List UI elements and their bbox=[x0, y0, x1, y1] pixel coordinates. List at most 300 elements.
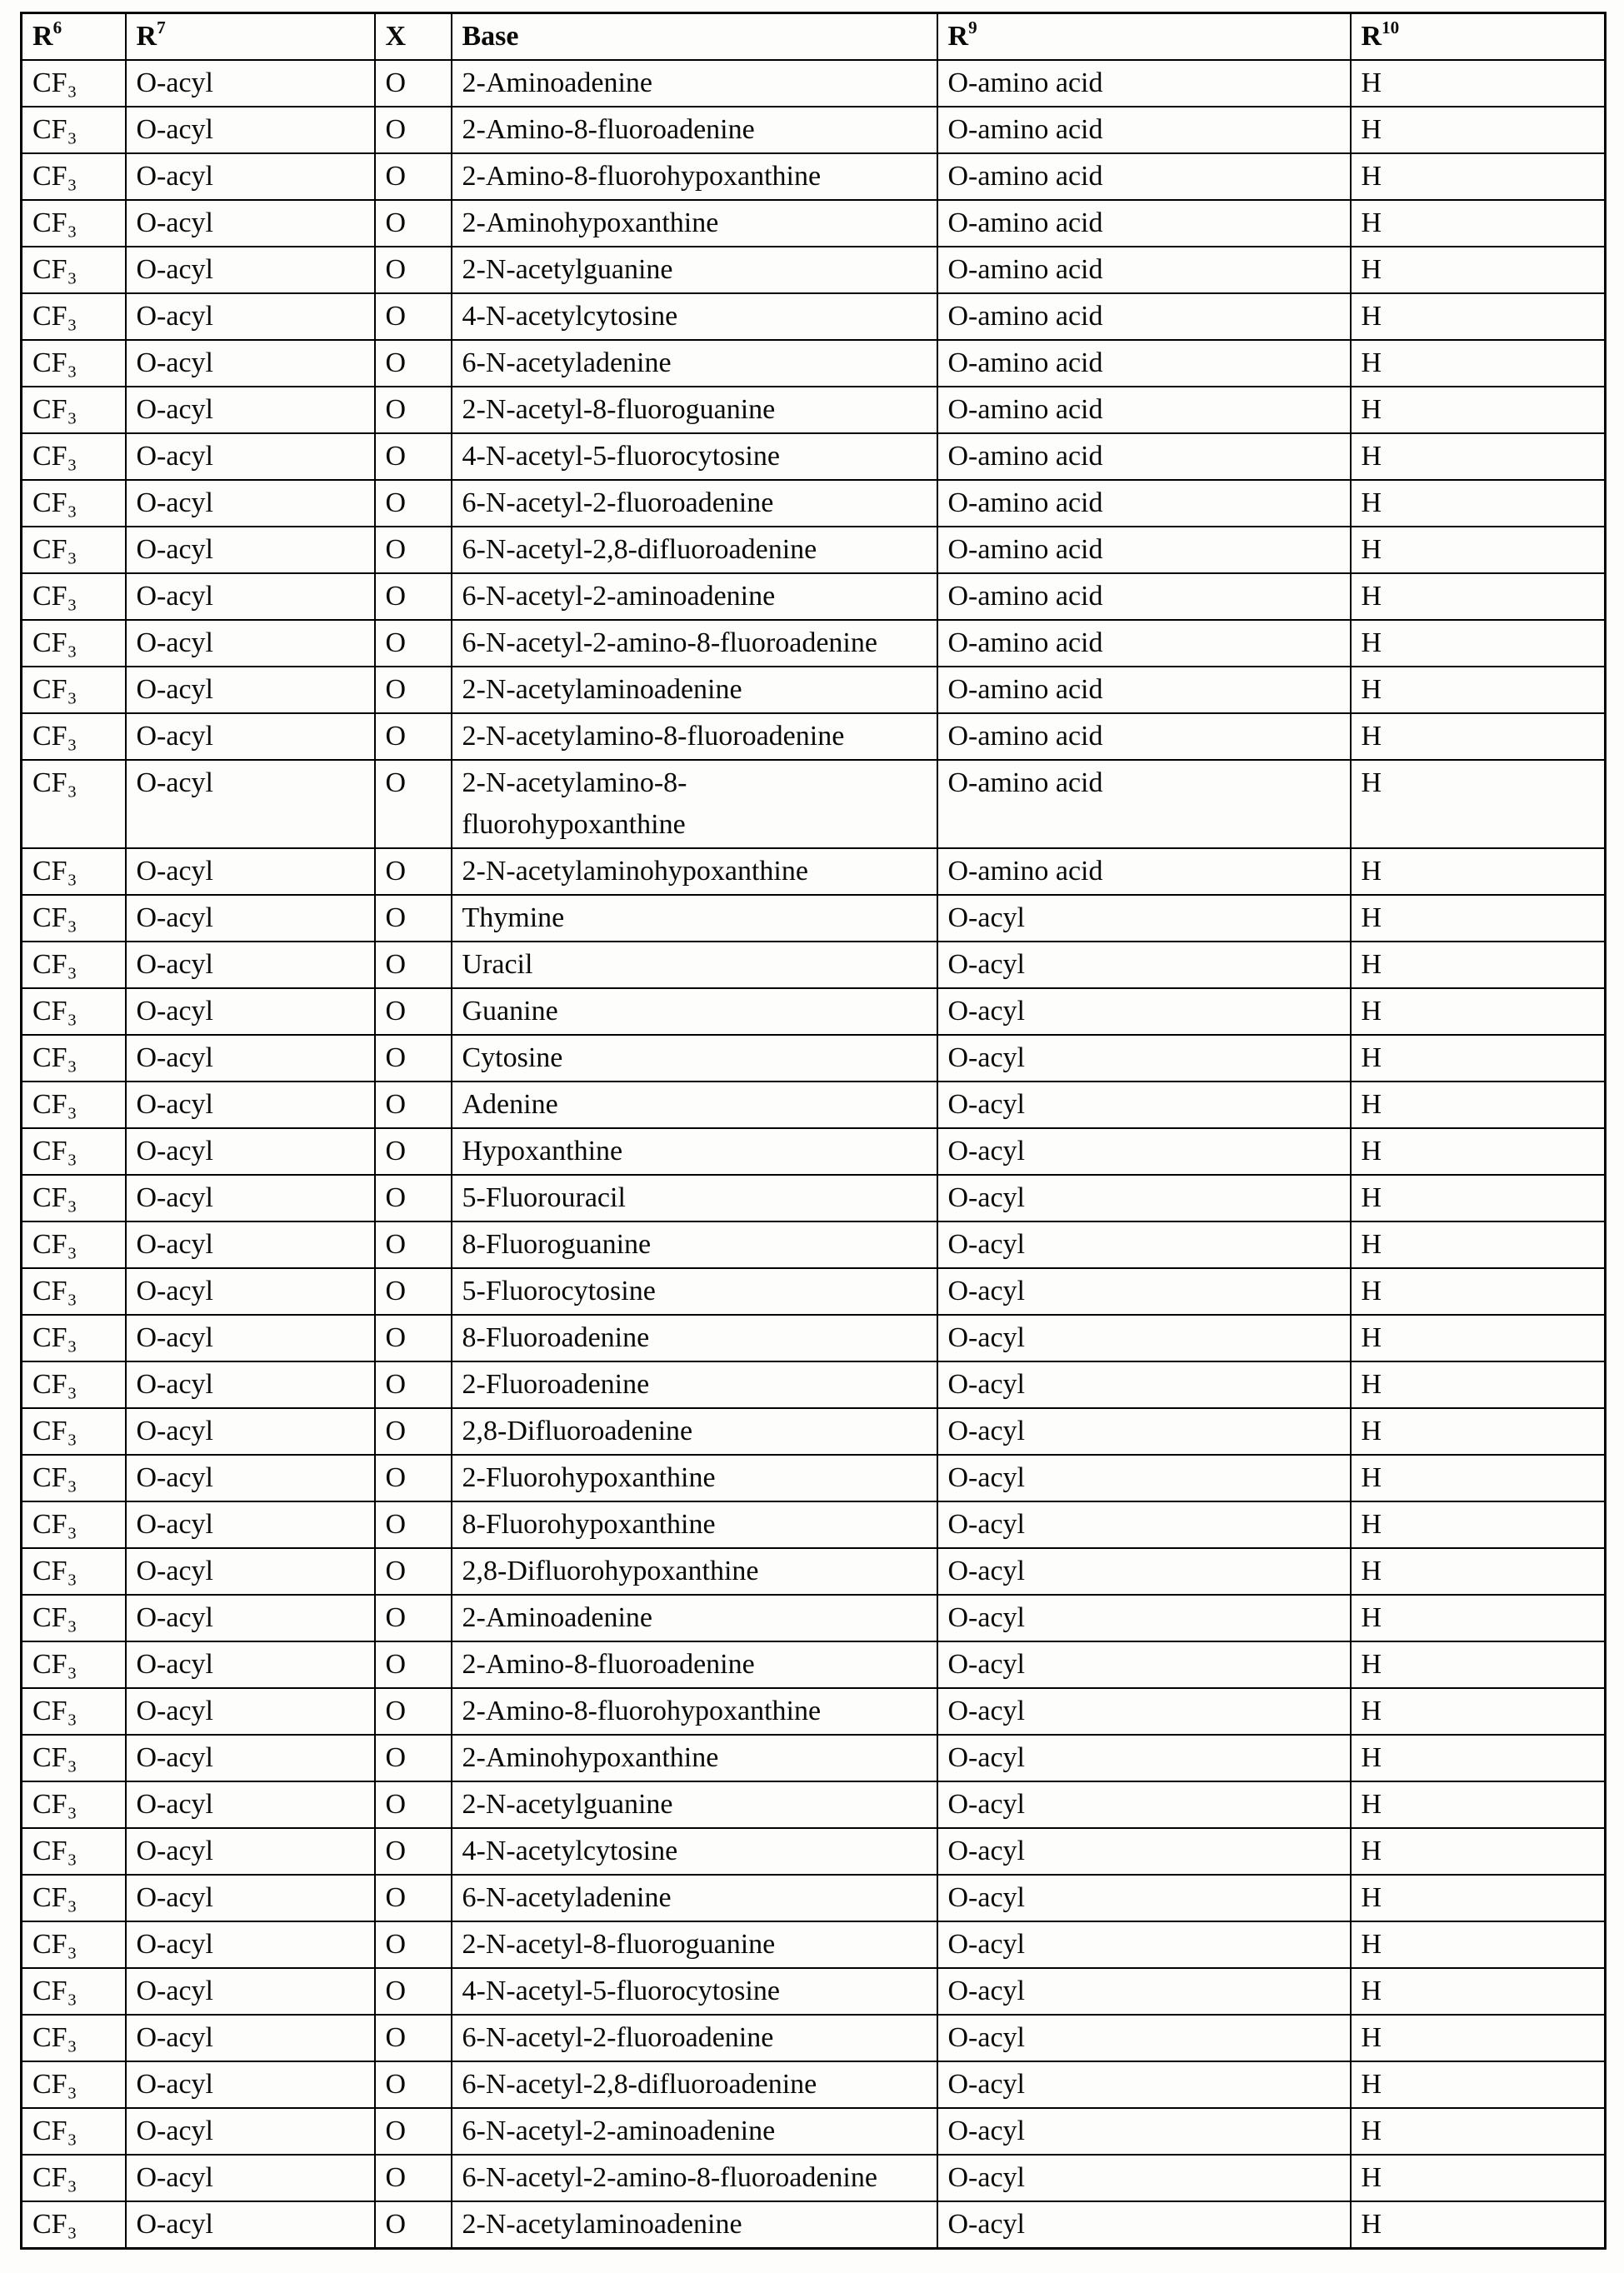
cell-x: O bbox=[375, 1455, 452, 1501]
cell-r6: CF₃ bbox=[22, 1735, 126, 1781]
cell-r7: O-acyl bbox=[126, 713, 375, 760]
cell-base: 4-N-acetylcytosine bbox=[452, 1828, 937, 1875]
table-row bbox=[22, 1082, 1606, 1128]
cell-r7: O-acyl bbox=[126, 895, 375, 942]
table-row bbox=[22, 573, 1606, 620]
cell-r7: O-acyl bbox=[126, 1968, 375, 2015]
column-header-r7: $R^7$ bbox=[126, 13, 375, 61]
cell-r7: O-acyl bbox=[126, 1501, 375, 1548]
cell-x: O bbox=[375, 1781, 452, 1828]
cell-r6: CF₃ bbox=[22, 1455, 126, 1501]
table-row bbox=[22, 1828, 1606, 1875]
cell-r6: CF₃ bbox=[22, 1921, 126, 1968]
cell-x: O bbox=[375, 713, 452, 760]
cell-r7: O-acyl bbox=[126, 2155, 375, 2201]
table-row bbox=[22, 1221, 1606, 1268]
cell-r10: H bbox=[1351, 1408, 1606, 1455]
cell-r6: CF₃ bbox=[22, 1175, 126, 1221]
cell-r10: H bbox=[1351, 1175, 1606, 1221]
cell-r10: H bbox=[1351, 60, 1606, 107]
cell-x: O bbox=[375, 200, 452, 247]
cell-r10: H bbox=[1351, 1221, 1606, 1268]
table-row bbox=[22, 713, 1606, 760]
cell-base: 8-Fluoroguanine bbox=[452, 1221, 937, 1268]
cell-base: Guanine bbox=[452, 988, 937, 1035]
cell-r10: H bbox=[1351, 480, 1606, 527]
cell-r7: O-acyl bbox=[126, 1595, 375, 1641]
cell-base: 6-N-acetyl-2-aminoadenine bbox=[452, 2108, 937, 2155]
cell-x: O bbox=[375, 988, 452, 1035]
table-row bbox=[22, 527, 1606, 573]
cell-x: O bbox=[375, 760, 452, 848]
cell-x: O bbox=[375, 2015, 452, 2061]
cell-r6: CF₃ bbox=[22, 387, 126, 433]
cell-r9: O-amino acid bbox=[937, 480, 1351, 527]
cell-base: 2-N-acetylaminohypoxanthine bbox=[452, 848, 937, 895]
table-row bbox=[22, 1548, 1606, 1595]
cell-r7: O-acyl bbox=[126, 620, 375, 667]
cell-base: 4-N-acetyl-5-fluorocytosine bbox=[452, 433, 937, 480]
cell-r9: O-amino acid bbox=[937, 340, 1351, 387]
cell-r10: H bbox=[1351, 2201, 1606, 2249]
table-row bbox=[22, 1501, 1606, 1548]
cell-r10: H bbox=[1351, 387, 1606, 433]
cell-r7: O-acyl bbox=[126, 1641, 375, 1688]
table-row bbox=[22, 620, 1606, 667]
cell-r7: O-acyl bbox=[126, 942, 375, 988]
cell-x: O bbox=[375, 1221, 452, 1268]
cell-x: O bbox=[375, 1268, 452, 1315]
cell-r6: CF₃ bbox=[22, 200, 126, 247]
cell-r10: H bbox=[1351, 988, 1606, 1035]
table-row bbox=[22, 760, 1606, 848]
cell-r7: O-acyl bbox=[126, 1875, 375, 1921]
cell-base: 2-Aminoadenine bbox=[452, 60, 937, 107]
cell-x: O bbox=[375, 1548, 452, 1595]
cell-x: O bbox=[375, 1082, 452, 1128]
cell-base: 4-N-acetylcytosine bbox=[452, 293, 937, 340]
cell-r10: H bbox=[1351, 1921, 1606, 1968]
cell-x: O bbox=[375, 1408, 452, 1455]
table-row bbox=[22, 153, 1606, 200]
cell-r10: H bbox=[1351, 527, 1606, 573]
table-row bbox=[22, 2108, 1606, 2155]
compound-table bbox=[20, 12, 1607, 2250]
cell-base: 6-N-acetyl-2-fluoroadenine bbox=[452, 2015, 937, 2061]
cell-base: 2-N-acetyl-8-fluoroguanine bbox=[452, 387, 937, 433]
column-header-x: X bbox=[375, 13, 452, 61]
cell-r9: O-amino acid bbox=[937, 760, 1351, 848]
cell-r9: O-acyl bbox=[937, 1828, 1351, 1875]
table-header bbox=[22, 13, 1606, 61]
cell-r6: CF₃ bbox=[22, 1595, 126, 1641]
cell-base: 6-N-acetyl-2,8-difluoroadenine bbox=[452, 2061, 937, 2108]
cell-r10: H bbox=[1351, 433, 1606, 480]
cell-r9: O-acyl bbox=[937, 2061, 1351, 2108]
table-row bbox=[22, 1968, 1606, 2015]
cell-base: 2-N-acetylaminoadenine bbox=[452, 667, 937, 713]
cell-r7: O-acyl bbox=[126, 1921, 375, 1968]
table-row bbox=[22, 1315, 1606, 1361]
cell-x: O bbox=[375, 293, 452, 340]
cell-r9: O-amino acid bbox=[937, 667, 1351, 713]
cell-base: 2-N-acetylguanine bbox=[452, 1781, 937, 1828]
cell-r10: H bbox=[1351, 1968, 1606, 2015]
cell-r6: CF₃ bbox=[22, 1221, 126, 1268]
cell-r10: H bbox=[1351, 1315, 1606, 1361]
cell-base: 2-Fluorohypoxanthine bbox=[452, 1455, 937, 1501]
cell-r10: H bbox=[1351, 1361, 1606, 1408]
cell-r7: O-acyl bbox=[126, 1688, 375, 1735]
cell-r6: CF₃ bbox=[22, 2061, 126, 2108]
cell-r6: CF₃ bbox=[22, 2108, 126, 2155]
cell-r10: H bbox=[1351, 2155, 1606, 2201]
cell-r10: H bbox=[1351, 1595, 1606, 1641]
cell-x: O bbox=[375, 1128, 452, 1175]
cell-r7: O-acyl bbox=[126, 340, 375, 387]
cell-r6: CF₃ bbox=[22, 153, 126, 200]
cell-x: O bbox=[375, 1641, 452, 1688]
cell-r6: CF₃ bbox=[22, 2155, 126, 2201]
cell-r7: O-acyl bbox=[126, 2201, 375, 2249]
cell-r7: O-acyl bbox=[126, 387, 375, 433]
table-row bbox=[22, 387, 1606, 433]
column-header-superscript: 9 bbox=[968, 17, 977, 37]
cell-r9: O-acyl bbox=[937, 1595, 1351, 1641]
cell-base: 6-N-acetyl-2-amino-8-fluoroadenine bbox=[452, 2155, 937, 2201]
cell-r9: O-amino acid bbox=[937, 387, 1351, 433]
cell-base: 2-Aminoadenine bbox=[452, 1595, 937, 1641]
cell-r7: O-acyl bbox=[126, 1408, 375, 1455]
cell-r10: H bbox=[1351, 895, 1606, 942]
cell-x: O bbox=[375, 480, 452, 527]
cell-r9: O-acyl bbox=[937, 1548, 1351, 1595]
cell-r6: CF₃ bbox=[22, 527, 126, 573]
cell-x: O bbox=[375, 1361, 452, 1408]
cell-x: O bbox=[375, 527, 452, 573]
cell-base: Adenine bbox=[452, 1082, 937, 1128]
table-row bbox=[22, 1735, 1606, 1781]
cell-r9: O-acyl bbox=[937, 1735, 1351, 1781]
cell-x: O bbox=[375, 1035, 452, 1082]
cell-r10: H bbox=[1351, 1035, 1606, 1082]
cell-x: O bbox=[375, 107, 452, 153]
cell-base: 5-Fluorouracil bbox=[452, 1175, 937, 1221]
cell-x: O bbox=[375, 247, 452, 293]
cell-r10: H bbox=[1351, 1082, 1606, 1128]
cell-r7: O-acyl bbox=[126, 2108, 375, 2155]
cell-r6: CF₃ bbox=[22, 340, 126, 387]
cell-r9: O-acyl bbox=[937, 1128, 1351, 1175]
table-row bbox=[22, 1641, 1606, 1688]
cell-r9: O-amino acid bbox=[937, 153, 1351, 200]
cell-x: O bbox=[375, 1688, 452, 1735]
cell-r6: CF₃ bbox=[22, 1641, 126, 1688]
cell-r6: CF₃ bbox=[22, 107, 126, 153]
cell-r6: CF₃ bbox=[22, 1781, 126, 1828]
table-row bbox=[22, 60, 1606, 107]
cell-r7: O-acyl bbox=[126, 1268, 375, 1315]
cell-x: O bbox=[375, 2155, 452, 2201]
cell-r7: O-acyl bbox=[126, 848, 375, 895]
cell-r9: O-amino acid bbox=[937, 293, 1351, 340]
cell-base: Cytosine bbox=[452, 1035, 937, 1082]
cell-r6: CF₃ bbox=[22, 2201, 126, 2249]
cell-r7: O-acyl bbox=[126, 760, 375, 848]
cell-x: O bbox=[375, 1175, 452, 1221]
cell-r9: O-acyl bbox=[937, 942, 1351, 988]
cell-base: Thymine bbox=[452, 895, 937, 942]
column-header-r9: $R^9$ bbox=[937, 13, 1351, 61]
table-row bbox=[22, 247, 1606, 293]
table-row bbox=[22, 1921, 1606, 1968]
cell-r6: CF₃ bbox=[22, 1688, 126, 1735]
cell-r7: O-acyl bbox=[126, 1735, 375, 1781]
cell-r7: O-acyl bbox=[126, 1035, 375, 1082]
cell-r9: O-amino acid bbox=[937, 107, 1351, 153]
table-row bbox=[22, 480, 1606, 527]
cell-r7: O-acyl bbox=[126, 480, 375, 527]
cell-r7: O-acyl bbox=[126, 1828, 375, 1875]
cell-r9: O-acyl bbox=[937, 2108, 1351, 2155]
table-row bbox=[22, 1781, 1606, 1828]
cell-r6: CF₃ bbox=[22, 942, 126, 988]
cell-base: 2-N-acetylguanine bbox=[452, 247, 937, 293]
cell-r10: H bbox=[1351, 620, 1606, 667]
cell-r9: O-amino acid bbox=[937, 247, 1351, 293]
cell-r10: H bbox=[1351, 667, 1606, 713]
cell-r10: H bbox=[1351, 1828, 1606, 1875]
cell-x: O bbox=[375, 340, 452, 387]
cell-base: 2-Amino-8-fluoroadenine bbox=[452, 107, 937, 153]
table-row bbox=[22, 942, 1606, 988]
column-header-superscript: 7 bbox=[157, 17, 166, 37]
cell-x: O bbox=[375, 1921, 452, 1968]
cell-r9: O-amino acid bbox=[937, 848, 1351, 895]
cell-r6: CF₃ bbox=[22, 895, 126, 942]
cell-base: 2-Amino-8-fluoroadenine bbox=[452, 1641, 937, 1688]
cell-r6: CF₃ bbox=[22, 433, 126, 480]
cell-base: 2-N-acetylamino-8-fluoroadenine bbox=[452, 713, 937, 760]
column-header-superscript: 6 bbox=[52, 17, 62, 37]
cell-r6: CF₃ bbox=[22, 1501, 126, 1548]
table-row bbox=[22, 107, 1606, 153]
cell-r7: O-acyl bbox=[126, 1361, 375, 1408]
cell-r7: O-acyl bbox=[126, 200, 375, 247]
cell-r10: H bbox=[1351, 200, 1606, 247]
cell-r9: O-acyl bbox=[937, 895, 1351, 942]
table-row bbox=[22, 895, 1606, 942]
cell-base: 6-N-acetyl-2-amino-8-fluoroadenine bbox=[452, 620, 937, 667]
cell-r9: O-acyl bbox=[937, 2155, 1351, 2201]
cell-x: O bbox=[375, 1735, 452, 1781]
table-row bbox=[22, 200, 1606, 247]
table-row bbox=[22, 2201, 1606, 2249]
cell-x: O bbox=[375, 1595, 452, 1641]
cell-r10: H bbox=[1351, 340, 1606, 387]
cell-r7: O-acyl bbox=[126, 2061, 375, 2108]
cell-base: 2-Amino-8-fluorohypoxanthine bbox=[452, 153, 937, 200]
table-row bbox=[22, 433, 1606, 480]
table-row bbox=[22, 1361, 1606, 1408]
cell-x: O bbox=[375, 153, 452, 200]
cell-r9: O-acyl bbox=[937, 1921, 1351, 1968]
cell-r10: H bbox=[1351, 573, 1606, 620]
cell-r10: H bbox=[1351, 1455, 1606, 1501]
table-row bbox=[22, 848, 1606, 895]
cell-r10: H bbox=[1351, 1548, 1606, 1595]
cell-r6: CF₃ bbox=[22, 480, 126, 527]
table-row bbox=[22, 1175, 1606, 1221]
cell-r10: H bbox=[1351, 1735, 1606, 1781]
table-row bbox=[22, 340, 1606, 387]
cell-r10: H bbox=[1351, 1501, 1606, 1548]
cell-r9: O-acyl bbox=[937, 2201, 1351, 2249]
cell-r10: H bbox=[1351, 2108, 1606, 2155]
table-row bbox=[22, 667, 1606, 713]
cell-base: 2-Aminohypoxanthine bbox=[452, 1735, 937, 1781]
cell-r6: CF₃ bbox=[22, 1128, 126, 1175]
cell-r7: O-acyl bbox=[126, 1128, 375, 1175]
cell-r6: CF₃ bbox=[22, 988, 126, 1035]
cell-r7: O-acyl bbox=[126, 1548, 375, 1595]
table-row bbox=[22, 1035, 1606, 1082]
cell-base: 2,8-Difluoroadenine bbox=[452, 1408, 937, 1455]
table-row bbox=[22, 2015, 1606, 2061]
cell-r10: H bbox=[1351, 942, 1606, 988]
cell-r9: O-acyl bbox=[937, 988, 1351, 1035]
cell-r9: O-acyl bbox=[937, 1688, 1351, 1735]
cell-base: 6-N-acetyl-2-aminoadenine bbox=[452, 573, 937, 620]
cell-x: O bbox=[375, 1875, 452, 1921]
cell-r7: O-acyl bbox=[126, 153, 375, 200]
cell-r10: H bbox=[1351, 293, 1606, 340]
cell-r10: H bbox=[1351, 848, 1606, 895]
cell-r6: CF₃ bbox=[22, 713, 126, 760]
cell-r10: H bbox=[1351, 1688, 1606, 1735]
cell-r6: CF₃ bbox=[22, 1035, 126, 1082]
cell-x: O bbox=[375, 2061, 452, 2108]
table-row bbox=[22, 1408, 1606, 1455]
cell-r10: H bbox=[1351, 153, 1606, 200]
cell-r9: O-acyl bbox=[937, 1082, 1351, 1128]
cell-x: O bbox=[375, 60, 452, 107]
table-row bbox=[22, 2061, 1606, 2108]
cell-r9: O-acyl bbox=[937, 1455, 1351, 1501]
cell-r6: CF₃ bbox=[22, 247, 126, 293]
cell-r6: CF₃ bbox=[22, 573, 126, 620]
cell-r10: H bbox=[1351, 2061, 1606, 2108]
cell-r6: CF₃ bbox=[22, 1315, 126, 1361]
cell-r10: H bbox=[1351, 1875, 1606, 1921]
table-row bbox=[22, 988, 1606, 1035]
table-row bbox=[22, 293, 1606, 340]
cell-x: O bbox=[375, 2201, 452, 2249]
cell-r7: O-acyl bbox=[126, 1221, 375, 1268]
cell-r6: CF₃ bbox=[22, 1875, 126, 1921]
column-header-r6: $R^6$ bbox=[22, 13, 126, 61]
cell-r9: O-acyl bbox=[937, 1361, 1351, 1408]
cell-r6: CF₃ bbox=[22, 620, 126, 667]
cell-r6: CF₃ bbox=[22, 1268, 126, 1315]
cell-r6: CF₃ bbox=[22, 1828, 126, 1875]
cell-r7: O-acyl bbox=[126, 433, 375, 480]
cell-r9: O-acyl bbox=[937, 1268, 1351, 1315]
cell-base: 2-N-acetyl-8-fluoroguanine bbox=[452, 1921, 937, 1968]
cell-r7: O-acyl bbox=[126, 1082, 375, 1128]
cell-base: 2-N-acetylaminoadenine bbox=[452, 2201, 937, 2249]
table-row bbox=[22, 1268, 1606, 1315]
cell-x: O bbox=[375, 1968, 452, 2015]
cell-x: O bbox=[375, 942, 452, 988]
cell-r7: O-acyl bbox=[126, 573, 375, 620]
table-body bbox=[22, 60, 1606, 2249]
cell-base: 6-N-acetyladenine bbox=[452, 1875, 937, 1921]
cell-r10: H bbox=[1351, 1641, 1606, 1688]
cell-r9: O-amino acid bbox=[937, 200, 1351, 247]
cell-r10: H bbox=[1351, 247, 1606, 293]
cell-r6: CF₃ bbox=[22, 293, 126, 340]
cell-base: 5-Fluorocytosine bbox=[452, 1268, 937, 1315]
cell-base: 2-Amino-8-fluorohypoxanthine bbox=[452, 1688, 937, 1735]
cell-r10: H bbox=[1351, 107, 1606, 153]
cell-x: O bbox=[375, 620, 452, 667]
cell-x: O bbox=[375, 848, 452, 895]
cell-r9: O-amino acid bbox=[937, 433, 1351, 480]
cell-x: O bbox=[375, 573, 452, 620]
cell-r9: O-amino acid bbox=[937, 60, 1351, 107]
cell-r7: O-acyl bbox=[126, 667, 375, 713]
cell-r7: O-acyl bbox=[126, 60, 375, 107]
cell-r9: O-acyl bbox=[937, 1968, 1351, 2015]
cell-x: O bbox=[375, 895, 452, 942]
cell-r9: O-amino acid bbox=[937, 573, 1351, 620]
cell-r10: H bbox=[1351, 1128, 1606, 1175]
cell-r9: O-acyl bbox=[937, 1781, 1351, 1828]
cell-base: Uracil bbox=[452, 942, 937, 988]
table-row bbox=[22, 1688, 1606, 1735]
table-row bbox=[22, 1128, 1606, 1175]
cell-r6: CF₃ bbox=[22, 848, 126, 895]
cell-r7: O-acyl bbox=[126, 1315, 375, 1361]
table-row bbox=[22, 2155, 1606, 2201]
table-row bbox=[22, 1595, 1606, 1641]
cell-x: O bbox=[375, 1501, 452, 1548]
cell-x: O bbox=[375, 387, 452, 433]
cell-r7: O-acyl bbox=[126, 1455, 375, 1501]
cell-r9: O-acyl bbox=[937, 1035, 1351, 1082]
cell-r7: O-acyl bbox=[126, 293, 375, 340]
cell-r7: O-acyl bbox=[126, 1175, 375, 1221]
cell-r10: H bbox=[1351, 760, 1606, 848]
cell-base: 8-Fluoroadenine bbox=[452, 1315, 937, 1361]
cell-r9: O-acyl bbox=[937, 1221, 1351, 1268]
cell-r7: O-acyl bbox=[126, 1781, 375, 1828]
cell-r6: CF₃ bbox=[22, 667, 126, 713]
cell-base: 2,8-Difluorohypoxanthine bbox=[452, 1548, 937, 1595]
cell-x: O bbox=[375, 1828, 452, 1875]
cell-r9: O-amino acid bbox=[937, 620, 1351, 667]
cell-base: 8-Fluorohypoxanthine bbox=[452, 1501, 937, 1548]
table-row bbox=[22, 1875, 1606, 1921]
cell-r9: O-amino acid bbox=[937, 527, 1351, 573]
cell-r9: O-acyl bbox=[937, 1408, 1351, 1455]
cell-r9: O-acyl bbox=[937, 1641, 1351, 1688]
cell-r9: O-acyl bbox=[937, 1875, 1351, 1921]
column-header-base: Base bbox=[452, 13, 937, 61]
cell-r6: CF₃ bbox=[22, 1968, 126, 2015]
cell-base: 2-Aminohypoxanthine bbox=[452, 200, 937, 247]
